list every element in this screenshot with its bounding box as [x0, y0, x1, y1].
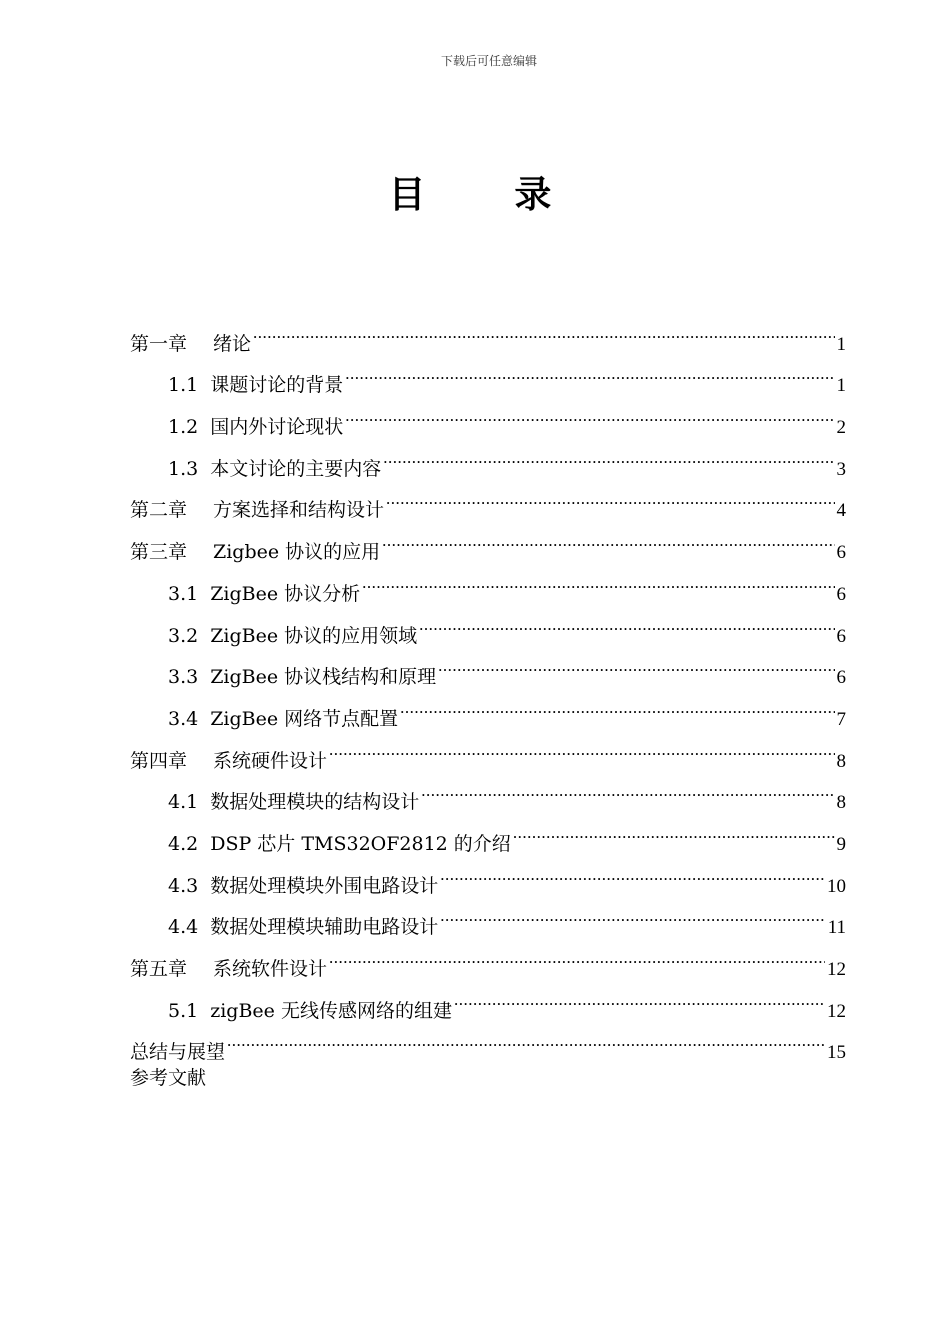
toc-entry-title: 总结与展望: [130, 1041, 226, 1064]
toc-dot-leader: [345, 391, 834, 433]
toc-entry-title: 本文讨论的主要内容: [210, 457, 382, 480]
toc-dot-leader: [227, 1017, 825, 1059]
toc-entry-title: ZigBee 协议分析: [210, 582, 361, 605]
toc-entry-page: 12: [827, 1000, 846, 1022]
toc-dot-leader: [440, 892, 825, 934]
toc-dot-leader: [386, 475, 834, 517]
toc-dot-leader: [345, 350, 834, 392]
toc-entry-label: [168, 574, 360, 616]
toc-entry-number: 3.3: [168, 666, 199, 689]
toc-entry-label: [130, 1058, 206, 1100]
toc-entry-title: 系统硬件设计: [213, 749, 328, 772]
toc-entry-number: 第二章: [130, 499, 188, 522]
header-note: 下载后可任意编辑: [440, 54, 537, 68]
toc-entry-title: 系统软件设计: [213, 958, 328, 980]
toc-entry-number: 4.2: [168, 832, 199, 855]
toc-entry-label: [168, 782, 419, 824]
toc-entry-page: 6: [836, 667, 846, 689]
toc-entry-page: 8: [836, 792, 846, 814]
toc-entry-title: 方案选择和结构设计: [213, 499, 385, 522]
toc-entry-page: 12: [827, 959, 846, 980]
toc-entry[interactable]: [130, 1058, 846, 1100]
toc-entry-page: 4: [836, 500, 846, 522]
toc-entry-title: ZigBee 网络节点配置: [210, 707, 399, 730]
toc-entry-title: 绪论: [213, 332, 252, 355]
toc-entry-label: [168, 449, 381, 491]
toc-entry-label: [168, 657, 436, 699]
toc-entry-title: Zigbee 协议的应用: [213, 541, 381, 564]
toc-entry-page: 7: [836, 708, 846, 730]
toc-entry-page: 2: [836, 417, 846, 439]
toc-entry-title: 数据处理模块外围电路设计: [210, 874, 439, 897]
toc-entry-number: 1.1: [168, 374, 199, 397]
toc-entry-label: [130, 741, 327, 783]
toc-dot-leader: [454, 975, 825, 1017]
toc-entry-page: 6: [836, 583, 846, 605]
toc-dot-leader: [440, 850, 825, 892]
toc-entry-page: 9: [836, 833, 846, 855]
page-title: 目 录: [388, 173, 590, 216]
toc-dot-leader: [400, 683, 834, 725]
toc-entry-label: [130, 324, 251, 366]
toc-entry-number: 3.1: [168, 582, 199, 605]
toc-dot-leader: [362, 558, 834, 600]
toc-dot-leader: [329, 725, 834, 767]
toc-entry-number: 第三章: [130, 541, 188, 564]
toc-entry-label: [130, 949, 327, 991]
toc-dot-leader: [438, 642, 834, 684]
toc-entry-title: 参考文献: [130, 1067, 207, 1090]
table-of-contents: [130, 308, 846, 1100]
toc-entry[interactable]: [130, 308, 846, 355]
toc-entry-title: 课题讨论的背景: [210, 374, 344, 397]
toc-entry-page: 1: [836, 375, 846, 397]
toc-entry-page: 10: [827, 875, 846, 897]
toc-entry-number: 1.3: [168, 457, 199, 480]
toc-entry-page: 1: [836, 333, 846, 355]
toc-entry-page: 11: [827, 917, 846, 939]
toc-entry-number: 3.2: [168, 624, 199, 647]
toc-entry-page: 6: [836, 542, 846, 564]
toc-entry-number: 4.4: [168, 916, 199, 939]
toc-entry-number: 第一章: [130, 332, 188, 355]
toc-entry-title: ZigBee 协议的应用领域: [210, 624, 418, 647]
toc-dot-leader: [382, 516, 834, 558]
toc-dot-leader: [383, 433, 834, 475]
toc-entry-label: [130, 532, 380, 574]
toc-entry-label: [168, 365, 343, 407]
toc-entry-number: 4.1: [168, 791, 199, 814]
toc-entry-number: 5.1: [168, 999, 199, 1022]
toc-entry-title: zigBee 无线传感网络的组建: [210, 999, 452, 1022]
toc-entry-label: [130, 490, 384, 532]
toc-dot-leader: [513, 808, 835, 850]
toc-entry-title: 国内外讨论现状: [210, 416, 344, 439]
toc-entry-number: 第五章: [130, 958, 188, 980]
toc-entry-page: 15: [827, 1042, 846, 1064]
toc-entry[interactable]: [130, 1017, 846, 1064]
toc-entry-title: DSP 芯片 TMS32OF2812 的介绍: [210, 832, 511, 855]
toc-entry-number: 1.2: [168, 416, 199, 439]
toc-entry-title: ZigBee 协议栈结构和原理: [210, 666, 437, 689]
toc-entry-number: 4.3: [168, 874, 199, 897]
toc-dot-leader: [329, 933, 825, 975]
toc-dot-leader: [253, 308, 834, 350]
toc-entry-title: 数据处理模块的结构设计: [210, 791, 420, 814]
toc-entry-page: 8: [836, 750, 846, 772]
toc-entry-label: [168, 866, 438, 908]
toc-entry-label: [168, 407, 343, 449]
toc-entry-number: 3.4: [168, 707, 199, 730]
toc-entry-page: 3: [836, 458, 846, 480]
toc-dot-leader: [419, 600, 834, 642]
toc-entry-number: 第四章: [130, 749, 188, 772]
toc-entry-title: 数据处理模块辅助电路设计: [210, 916, 439, 939]
toc-entry-page: 6: [836, 625, 846, 647]
toc-dot-leader: [421, 767, 834, 809]
toc-entry-label: [168, 616, 417, 658]
